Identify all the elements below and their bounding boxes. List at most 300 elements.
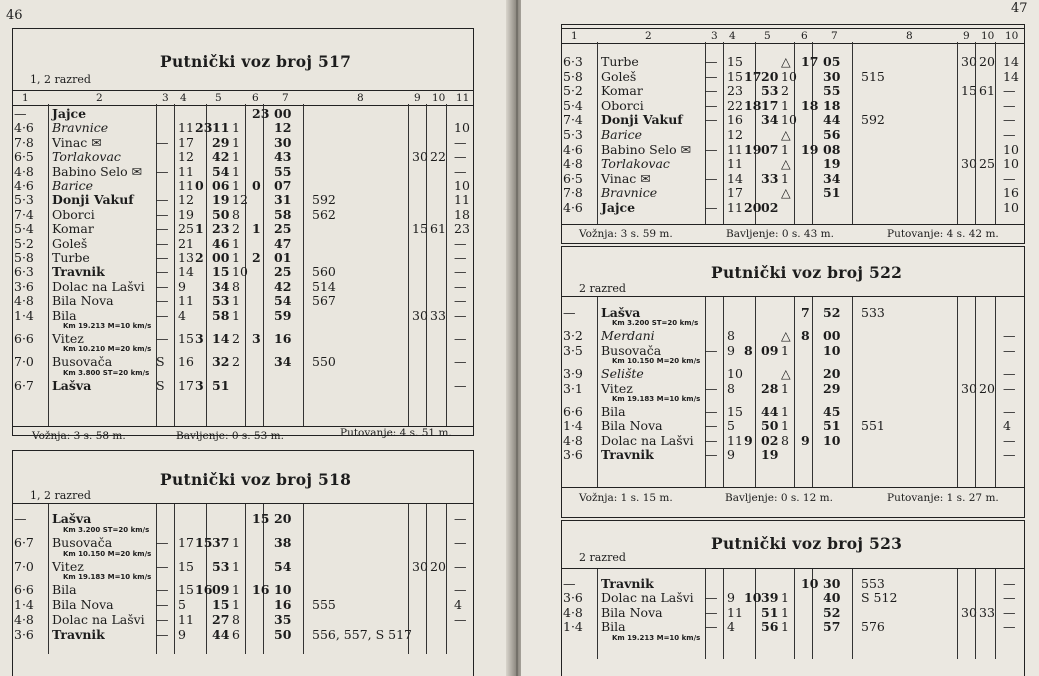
cell-w: 1 xyxy=(781,404,789,419)
column-divider xyxy=(852,297,853,487)
cell-d: 5·2 xyxy=(563,83,583,99)
cell-c11: — xyxy=(1003,366,1016,382)
train-518-total: Putovanje: 4 s. 42 m. xyxy=(887,228,999,240)
cell-c11: — xyxy=(454,264,467,280)
station-name: Torlakovac xyxy=(52,149,121,165)
station-name: Travnik xyxy=(601,576,654,591)
column-header-4: 4 xyxy=(180,92,187,104)
station-name: Donji Vakuf xyxy=(601,112,683,128)
cell-h1: 3 xyxy=(195,331,204,346)
cell-d: 3·9 xyxy=(563,366,583,382)
column-header-8: 8 xyxy=(906,30,913,42)
train-518-continued-header xyxy=(561,28,1025,44)
column-divider xyxy=(597,297,598,487)
cell-c11: — xyxy=(454,612,467,627)
cell-d: — xyxy=(14,511,27,526)
cell-d: 5·8 xyxy=(563,68,583,84)
cell-a: — xyxy=(156,250,169,265)
cell-a: — xyxy=(156,558,169,574)
cell-m: 14 xyxy=(212,331,230,346)
cell-c9: 30 xyxy=(412,307,428,323)
train-518-runtime: Vožnja: 3 s. 59 m. xyxy=(579,228,673,240)
column-divider xyxy=(263,104,264,426)
cell-c11: 14 xyxy=(1003,68,1019,84)
cell-m2: 10 xyxy=(274,582,292,598)
cell-h: 11 xyxy=(178,120,194,136)
cell-a: — xyxy=(156,331,169,346)
cell-a: — xyxy=(705,619,718,635)
column-divider xyxy=(975,42,976,224)
page-number-left: 46 xyxy=(6,8,23,23)
cell-w: 1 xyxy=(781,418,789,434)
cell-h2: 16 xyxy=(252,582,270,598)
cell-m2: 54 xyxy=(274,293,292,309)
station-name: Torlakovac xyxy=(601,156,670,172)
column-divider xyxy=(723,569,724,659)
cell-a: S xyxy=(156,354,165,370)
column-divider xyxy=(408,104,409,426)
cell-m: 07 xyxy=(761,141,779,157)
cell-m2: 12 xyxy=(274,120,292,136)
cell-h1: 9 xyxy=(744,432,753,448)
cell-m: 39 xyxy=(761,590,779,606)
cell-w: 10 xyxy=(781,112,797,128)
cell-m: 58 xyxy=(212,307,230,323)
cell-a: — xyxy=(705,141,718,157)
train-517-runtime: Vožnja: 3 s. 58 m. xyxy=(32,430,126,442)
cell-w: 8 xyxy=(781,432,789,448)
cell-c11: 4 xyxy=(454,597,462,613)
cell-m2: 30 xyxy=(823,68,841,84)
station-name: Dolac na Lašvi xyxy=(52,612,145,627)
cell-c11: — xyxy=(1003,604,1016,620)
cell-w: 8 xyxy=(232,206,240,222)
station-name: Komar xyxy=(601,83,643,99)
cell-m2: 25 xyxy=(274,264,292,280)
cell-m2: 59 xyxy=(274,307,292,323)
cell-a: — xyxy=(705,418,718,434)
cell-w: 1 xyxy=(232,534,240,550)
column-header-3: 3 xyxy=(711,30,718,42)
cell-d: 4·6 xyxy=(14,178,34,193)
cell-m2: 52 xyxy=(823,604,841,620)
station-name: Oborci xyxy=(601,97,644,113)
cell-w: △ xyxy=(781,156,791,172)
cell-n: 550 xyxy=(312,354,336,370)
cell-h: 17 xyxy=(178,534,194,550)
cell-d: 6·6 xyxy=(563,404,583,419)
section-speed-note: Km 19.213 M=10 km/s xyxy=(612,633,701,642)
cell-c11: 10 xyxy=(454,120,470,136)
train-523-title: Putnički voz broj 523 xyxy=(711,534,903,553)
cell-m: 54 xyxy=(212,163,230,179)
train-522-total: Putovanje: 1 s. 27 m. xyxy=(887,492,999,504)
cell-m: 37 xyxy=(212,534,230,550)
column-divider xyxy=(852,42,853,224)
cell-a: — xyxy=(705,432,718,448)
cell-c11: — xyxy=(454,278,467,294)
cell-m: 20 xyxy=(761,68,779,84)
column-divider xyxy=(206,104,207,426)
station-name: Bila Nova xyxy=(601,418,663,434)
page-number-right: 47 xyxy=(1011,1,1028,16)
cell-c11: — xyxy=(454,558,467,574)
cell-d: 5·4 xyxy=(14,221,34,237)
cell-m2: 29 xyxy=(823,380,841,396)
cell-m2: 16 xyxy=(274,331,292,346)
cell-d: 1·4 xyxy=(563,418,583,434)
cell-d: 6·5 xyxy=(14,149,34,165)
cell-c9: 30 xyxy=(961,54,977,69)
cell-m: 15 xyxy=(212,264,230,280)
train-517-class: 1, 2 razred xyxy=(30,73,91,86)
cell-m2: 34 xyxy=(274,354,292,370)
cell-w: 1 xyxy=(781,619,789,635)
train-522-title: Putnički voz broj 522 xyxy=(711,263,903,282)
station-name: Travnik xyxy=(52,626,105,642)
cell-a: — xyxy=(705,68,718,84)
column-divider xyxy=(723,297,724,487)
cell-w: 1 xyxy=(232,178,240,193)
cell-h1: 2 xyxy=(195,250,204,265)
cell-a: — xyxy=(156,534,169,550)
cell-c9: 30 xyxy=(961,380,977,396)
cell-h: 9 xyxy=(178,278,186,294)
column-header-8: 8 xyxy=(357,92,364,104)
cell-m: 27 xyxy=(212,612,230,627)
station-name: Turbe xyxy=(601,54,639,69)
cell-h: 11 xyxy=(178,178,194,193)
cell-a: — xyxy=(705,97,718,113)
cell-m2: 47 xyxy=(274,235,292,251)
cell-h: 11 xyxy=(727,604,743,620)
cell-d: 4·8 xyxy=(14,293,34,309)
cell-h: 12 xyxy=(178,192,194,208)
cell-n: 567 xyxy=(312,293,336,309)
cell-h: 15 xyxy=(178,558,194,574)
train-523-class: 2 razred xyxy=(579,551,626,564)
cell-a: — xyxy=(156,612,169,627)
cell-h: 12 xyxy=(727,127,743,142)
cell-m2: 55 xyxy=(274,163,292,179)
cell-m2: 00 xyxy=(823,328,841,344)
cell-w: △ xyxy=(781,185,791,201)
cell-c10: 22 xyxy=(430,149,446,165)
cell-a: — xyxy=(156,163,169,179)
station-name: Vinac ✉ xyxy=(601,170,651,186)
cell-m: 51 xyxy=(761,604,779,620)
cell-m: 02 xyxy=(761,200,779,215)
cell-d: 3·6 xyxy=(563,590,583,606)
cell-w: 12 xyxy=(232,192,248,208)
station-name: Jajce xyxy=(601,200,636,215)
cell-w: 1 xyxy=(232,558,240,574)
cell-w: 1 xyxy=(781,590,789,606)
station-name: Barice xyxy=(52,178,94,193)
cell-n: 592 xyxy=(312,192,336,208)
cell-c11: — xyxy=(1003,328,1016,344)
cell-h2: 19 xyxy=(801,141,819,157)
cell-m: 00 xyxy=(212,250,230,265)
cell-a: — xyxy=(156,626,169,642)
column-header-9: 9 xyxy=(414,92,421,104)
cell-h: 11 xyxy=(727,141,743,157)
cell-d: 1·4 xyxy=(14,597,34,613)
cell-d: 3·5 xyxy=(563,342,583,358)
cell-c9: 30 xyxy=(961,156,977,172)
cell-d: 3·1 xyxy=(563,380,583,396)
cell-w: 1 xyxy=(232,597,240,613)
cell-h2: 23 xyxy=(252,106,270,121)
column-divider xyxy=(995,297,996,487)
cell-h2: 1 xyxy=(252,221,261,237)
cell-n: 555 xyxy=(312,597,336,613)
cell-m2: 42 xyxy=(274,278,292,294)
cell-c9: 30 xyxy=(412,149,428,165)
station-name: Busovača xyxy=(52,534,113,550)
cell-m2: 51 xyxy=(823,418,841,434)
column-header-10: 10 xyxy=(432,92,446,104)
cell-m: 50 xyxy=(761,418,779,434)
cell-a: — xyxy=(156,278,169,294)
cell-c11: — xyxy=(454,511,467,526)
cell-w: 1 xyxy=(232,163,240,179)
station-name: Travnik xyxy=(601,447,654,463)
cell-m: 19 xyxy=(212,192,230,208)
cell-h1: 10 xyxy=(744,590,762,606)
cell-d: 7·8 xyxy=(14,134,34,150)
cell-h: 17 xyxy=(727,185,743,201)
station-name: Bila Nova xyxy=(52,293,114,309)
cell-a: — xyxy=(705,112,718,128)
cell-m: 34 xyxy=(761,112,779,128)
station-name: Lašva xyxy=(601,305,641,320)
cell-m: 32 xyxy=(212,354,230,370)
cell-w: 8 xyxy=(232,612,240,627)
cell-w: 1 xyxy=(232,307,240,323)
cell-d: 4·6 xyxy=(14,120,34,136)
cell-c10: 33 xyxy=(979,604,995,620)
cell-w: 1 xyxy=(781,141,789,157)
cell-m2: 10 xyxy=(823,432,841,448)
cell-c11: — xyxy=(1003,447,1016,463)
cell-c10: 25 xyxy=(979,156,995,172)
cell-h: 9 xyxy=(727,447,735,463)
column-divider xyxy=(303,504,304,654)
column-divider xyxy=(812,297,813,487)
column-divider xyxy=(174,104,175,426)
cell-m2: 51 xyxy=(823,185,841,201)
cell-w: 1 xyxy=(232,582,240,598)
cell-m: 09 xyxy=(761,342,779,358)
cell-d: 4·8 xyxy=(14,163,34,179)
column-header-4: 4 xyxy=(729,30,736,42)
cell-a: — xyxy=(156,235,169,251)
cell-d: — xyxy=(563,576,576,591)
cell-h: 17 xyxy=(178,377,194,393)
cell-m2: 30 xyxy=(274,134,292,150)
cell-w: 1 xyxy=(232,120,240,136)
cell-w: 1 xyxy=(781,604,789,620)
cell-h1: 16 xyxy=(195,582,213,598)
cell-a: — xyxy=(156,264,169,280)
cell-d: 7·4 xyxy=(14,206,34,222)
cell-c11: — xyxy=(454,235,467,251)
cell-d: 3·2 xyxy=(563,328,583,344)
cell-c10: 20 xyxy=(430,558,446,574)
section-speed-note: Km 3.800 ST=20 km/s xyxy=(63,368,150,377)
cell-d: 5·2 xyxy=(14,235,34,251)
cell-c11: — xyxy=(1003,404,1016,419)
cell-n: 551 xyxy=(861,418,885,434)
cell-m2: 25 xyxy=(274,221,292,237)
cell-d: — xyxy=(14,106,27,121)
cell-m: 28 xyxy=(761,380,779,396)
cell-c11: — xyxy=(454,250,467,265)
cell-h: 9 xyxy=(178,626,186,642)
cell-m: 11 xyxy=(212,120,230,136)
cell-c11: 4 xyxy=(1003,418,1011,434)
cell-m: 33 xyxy=(761,170,779,186)
column-divider xyxy=(794,569,795,659)
cell-h: 15 xyxy=(178,582,194,598)
cell-a: — xyxy=(705,447,718,463)
column-divider xyxy=(957,297,958,487)
cell-c10: 20 xyxy=(979,54,995,69)
train-518-class: 1, 2 razred xyxy=(30,489,91,502)
cell-d: 6·7 xyxy=(14,534,34,550)
column-header-1: 1 xyxy=(571,30,578,42)
section-speed-note: Km 10.210 M=20 km/s xyxy=(63,345,152,354)
station-name: Jajce xyxy=(52,106,87,121)
cell-m2: 30 xyxy=(823,576,841,591)
cell-n: 533 xyxy=(861,305,885,320)
cell-h2: 17 xyxy=(801,54,819,69)
cell-d: 4·8 xyxy=(563,432,583,448)
cell-n: S 512 xyxy=(861,590,898,606)
cell-d: 5·3 xyxy=(563,127,583,142)
station-name: Oborci xyxy=(52,206,95,222)
cell-m2: 50 xyxy=(274,626,292,642)
cell-m2: 18 xyxy=(823,97,841,113)
cell-w: 1 xyxy=(232,235,240,251)
cell-c11: 10 xyxy=(1003,141,1019,157)
cell-h: 15 xyxy=(727,54,743,69)
station-name: Bravnice xyxy=(52,120,109,136)
cell-c11: 10 xyxy=(454,178,470,193)
column-header-5: 5 xyxy=(764,30,771,42)
cell-c11: — xyxy=(1003,112,1016,128)
cell-m: 50 xyxy=(212,206,230,222)
cell-h: 8 xyxy=(727,328,735,344)
column-divider xyxy=(995,569,996,659)
column-divider xyxy=(957,569,958,659)
cell-d: 7·0 xyxy=(14,354,34,370)
cell-m2: 54 xyxy=(274,558,292,574)
cell-c11: — xyxy=(1003,619,1016,635)
cell-c11: — xyxy=(1003,432,1016,448)
cell-h2: 15 xyxy=(252,511,270,526)
column-divider xyxy=(426,504,427,654)
cell-a: — xyxy=(705,590,718,606)
cell-w: 2 xyxy=(232,221,240,237)
station-name: Bila Nova xyxy=(601,604,663,620)
column-divider xyxy=(812,42,813,224)
column-divider xyxy=(48,104,49,426)
station-name: Vitez xyxy=(52,331,84,346)
cell-c10: 61 xyxy=(979,83,995,99)
column-header-6: 6 xyxy=(801,30,808,42)
cell-w: 2 xyxy=(232,331,240,346)
cell-c11: — xyxy=(454,293,467,309)
cell-h2: 18 xyxy=(801,97,819,113)
cell-w: 2 xyxy=(781,83,789,99)
cell-c11: — xyxy=(1003,97,1016,113)
station-name: Bila xyxy=(601,619,626,635)
cell-m: 53 xyxy=(212,293,230,309)
cell-n: 515 xyxy=(861,68,885,84)
cell-d: 6·3 xyxy=(14,264,34,280)
cell-h1: 18 xyxy=(744,97,762,113)
cell-w: 1 xyxy=(232,250,240,265)
station-name: Vinac ✉ xyxy=(52,134,102,150)
station-name: Barice xyxy=(601,127,643,142)
column-header-7: 7 xyxy=(831,30,838,42)
cell-m2: 05 xyxy=(823,54,841,69)
cell-c11: 18 xyxy=(454,206,470,222)
section-speed-note: Km 3.200 ST=20 km/s xyxy=(63,525,150,534)
cell-c11: 10 xyxy=(1003,156,1019,172)
cell-w: 1 xyxy=(781,342,789,358)
cell-c11: — xyxy=(1003,127,1016,142)
cell-m: 51 xyxy=(212,377,230,393)
cell-w: 1 xyxy=(781,170,789,186)
cell-m: 46 xyxy=(212,235,230,251)
cell-h: 11 xyxy=(178,612,194,627)
cell-a: — xyxy=(705,404,718,419)
cell-a: — xyxy=(705,170,718,186)
cell-h: 25 xyxy=(178,221,194,237)
cell-a: — xyxy=(705,83,718,99)
cell-c11: — xyxy=(1003,576,1016,591)
section-speed-note: Km 3.200 ST=20 km/s xyxy=(612,319,699,328)
cell-h: 8 xyxy=(727,380,735,396)
section-speed-note: Km 19.213 M=10 km/s xyxy=(63,322,152,330)
cell-h: 15 xyxy=(727,68,743,84)
station-name: Babino Selo ✉ xyxy=(52,163,143,179)
cell-d: 6·3 xyxy=(563,54,583,69)
station-name: Vitez xyxy=(52,558,84,574)
station-name: Bravnice xyxy=(601,185,658,201)
cell-h: 11 xyxy=(727,156,743,172)
cell-h: 13 xyxy=(178,250,194,265)
station-name: Dolac na Lašvi xyxy=(52,278,145,294)
column-header-11: 11 xyxy=(456,92,470,104)
cell-a: — xyxy=(156,597,169,613)
cell-d: 7·0 xyxy=(14,558,34,574)
cell-m2: 43 xyxy=(274,149,292,165)
cell-d: 4·8 xyxy=(14,612,34,627)
cell-h1: 23 xyxy=(195,120,213,136)
cell-h1: 0 xyxy=(195,178,204,193)
cell-d: 3·6 xyxy=(563,447,583,463)
station-name: Komar xyxy=(52,221,94,237)
station-name: Turbe xyxy=(52,250,90,265)
cell-h: 15 xyxy=(727,404,743,419)
cell-c11: — xyxy=(1003,590,1016,606)
cell-m: 42 xyxy=(212,149,230,165)
cell-m: 29 xyxy=(212,134,230,150)
